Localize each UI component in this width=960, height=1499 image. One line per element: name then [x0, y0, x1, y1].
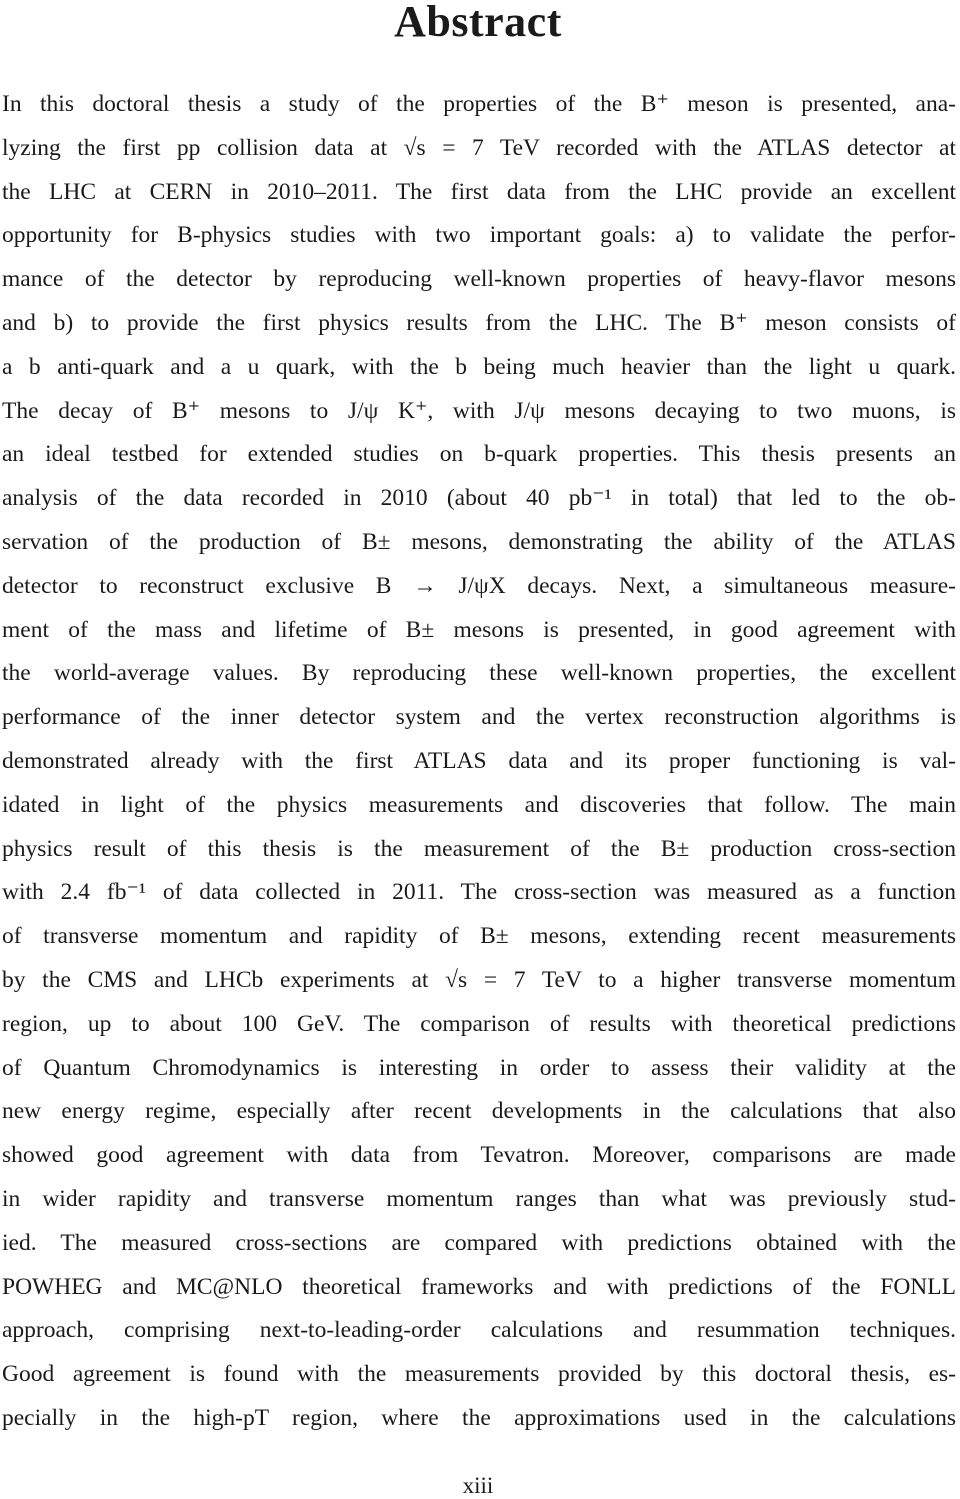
abstract-line: the LHC at CERN in 2010–2011. The first data from the LHC provide an excellent [2, 178, 956, 205]
abstract-line: physics result of this thesis is the measurement of the B± production cross-section [2, 835, 956, 862]
abstract-line: with 2.4 fb⁻¹ of data collected in 2011. The cross-section was measured as a function [2, 879, 956, 906]
abstract-line: pecially in the high-pT region, where the approximations used in the calculations [2, 1404, 956, 1431]
abstract-line: in wider rapidity and transverse momentum ranges than what was previously stud- [2, 1185, 956, 1212]
abstract-line: of Quantum Chromodynamics is interesting in order to assess their validity at the [2, 1054, 956, 1081]
abstract-line: ment of the mass and lifetime of B± mesons is presented, in good agreement with [2, 616, 956, 643]
abstract-line: POWHEG and MC@NLO theoretical frameworks and with predictions of the FONLL [2, 1273, 956, 1300]
abstract-line: mance of the detector by reproducing well-known properties of heavy-flavor mesons [2, 266, 956, 293]
abstract-line: The decay of B⁺ mesons to J/ψ K⁺, with J/ψ mesons decaying to two muons, is [2, 397, 956, 424]
abstract-line: and b) to provide the first physics results from the LHC. The B⁺ meson consists of [2, 309, 956, 336]
abstract-line: Good agreement is found with the measurements provided by this doctoral thesis, es- [2, 1361, 956, 1388]
abstract-line: demonstrated already with the first ATLAS data and its proper functioning is val- [2, 747, 956, 774]
abstract-body [2, 83, 956, 1441]
abstract-line: idated in light of the physics measurements and discoveries that follow. The main [2, 791, 956, 818]
abstract-line: performance of the inner detector system and the vertex reconstruction algorithms is [2, 704, 956, 731]
page-number: xiii [462, 1473, 494, 1498]
abstract-line: In this doctoral thesis a study of the properties of the B⁺ meson is presented, ana- [2, 91, 956, 117]
abstract-line: approach, comprising next-to-leading-order calculations and resummation techniques. [2, 1317, 956, 1344]
abstract-line: a b anti-quark and a u quark, with the b being much heavier than the light u quark. [2, 353, 956, 380]
abstract-line: detector to reconstruct exclusive B → J/ψX decays. Next, a simultaneous measure- [2, 572, 956, 599]
page-title: Abstract [394, 0, 562, 46]
abstract-line: opportunity for B-physics studies with two important goals: a) to validate the perfor- [2, 222, 956, 249]
abstract-line: an ideal testbed for extended studies on b-quark properties. This thesis presents an [2, 441, 956, 468]
abstract-line: ied. The measured cross-sections are compared with predictions obtained with the [2, 1229, 956, 1256]
abstract-line: showed good agreement with data from Tevatron. Moreover, comparisons are made [2, 1142, 956, 1169]
abstract-line: region, up to about 100 GeV. The comparison of results with theoretical predictions [2, 1010, 956, 1037]
abstract-line: the world-average values. By reproducing these well-known properties, the excellent [2, 660, 956, 687]
abstract-line: of transverse momentum and rapidity of B± mesons, extending recent measurements [2, 923, 956, 950]
abstract-line: servation of the production of B± mesons, demonstrating the ability of the ATLAS [2, 528, 956, 555]
abstract-line: analysis of the data recorded in 2010 (about 40 pb⁻¹ in total) that led to the ob- [2, 485, 956, 512]
abstract-line: by the CMS and LHCb experiments at √s = 7 TeV to a higher transverse momentum [2, 966, 956, 993]
abstract-line: lyzing the first pp collision data at √s = 7 TeV recorded with the ATLAS detector at [2, 134, 956, 161]
abstract-line: new energy regime, especially after recent developments in the calculations that also [2, 1098, 956, 1125]
